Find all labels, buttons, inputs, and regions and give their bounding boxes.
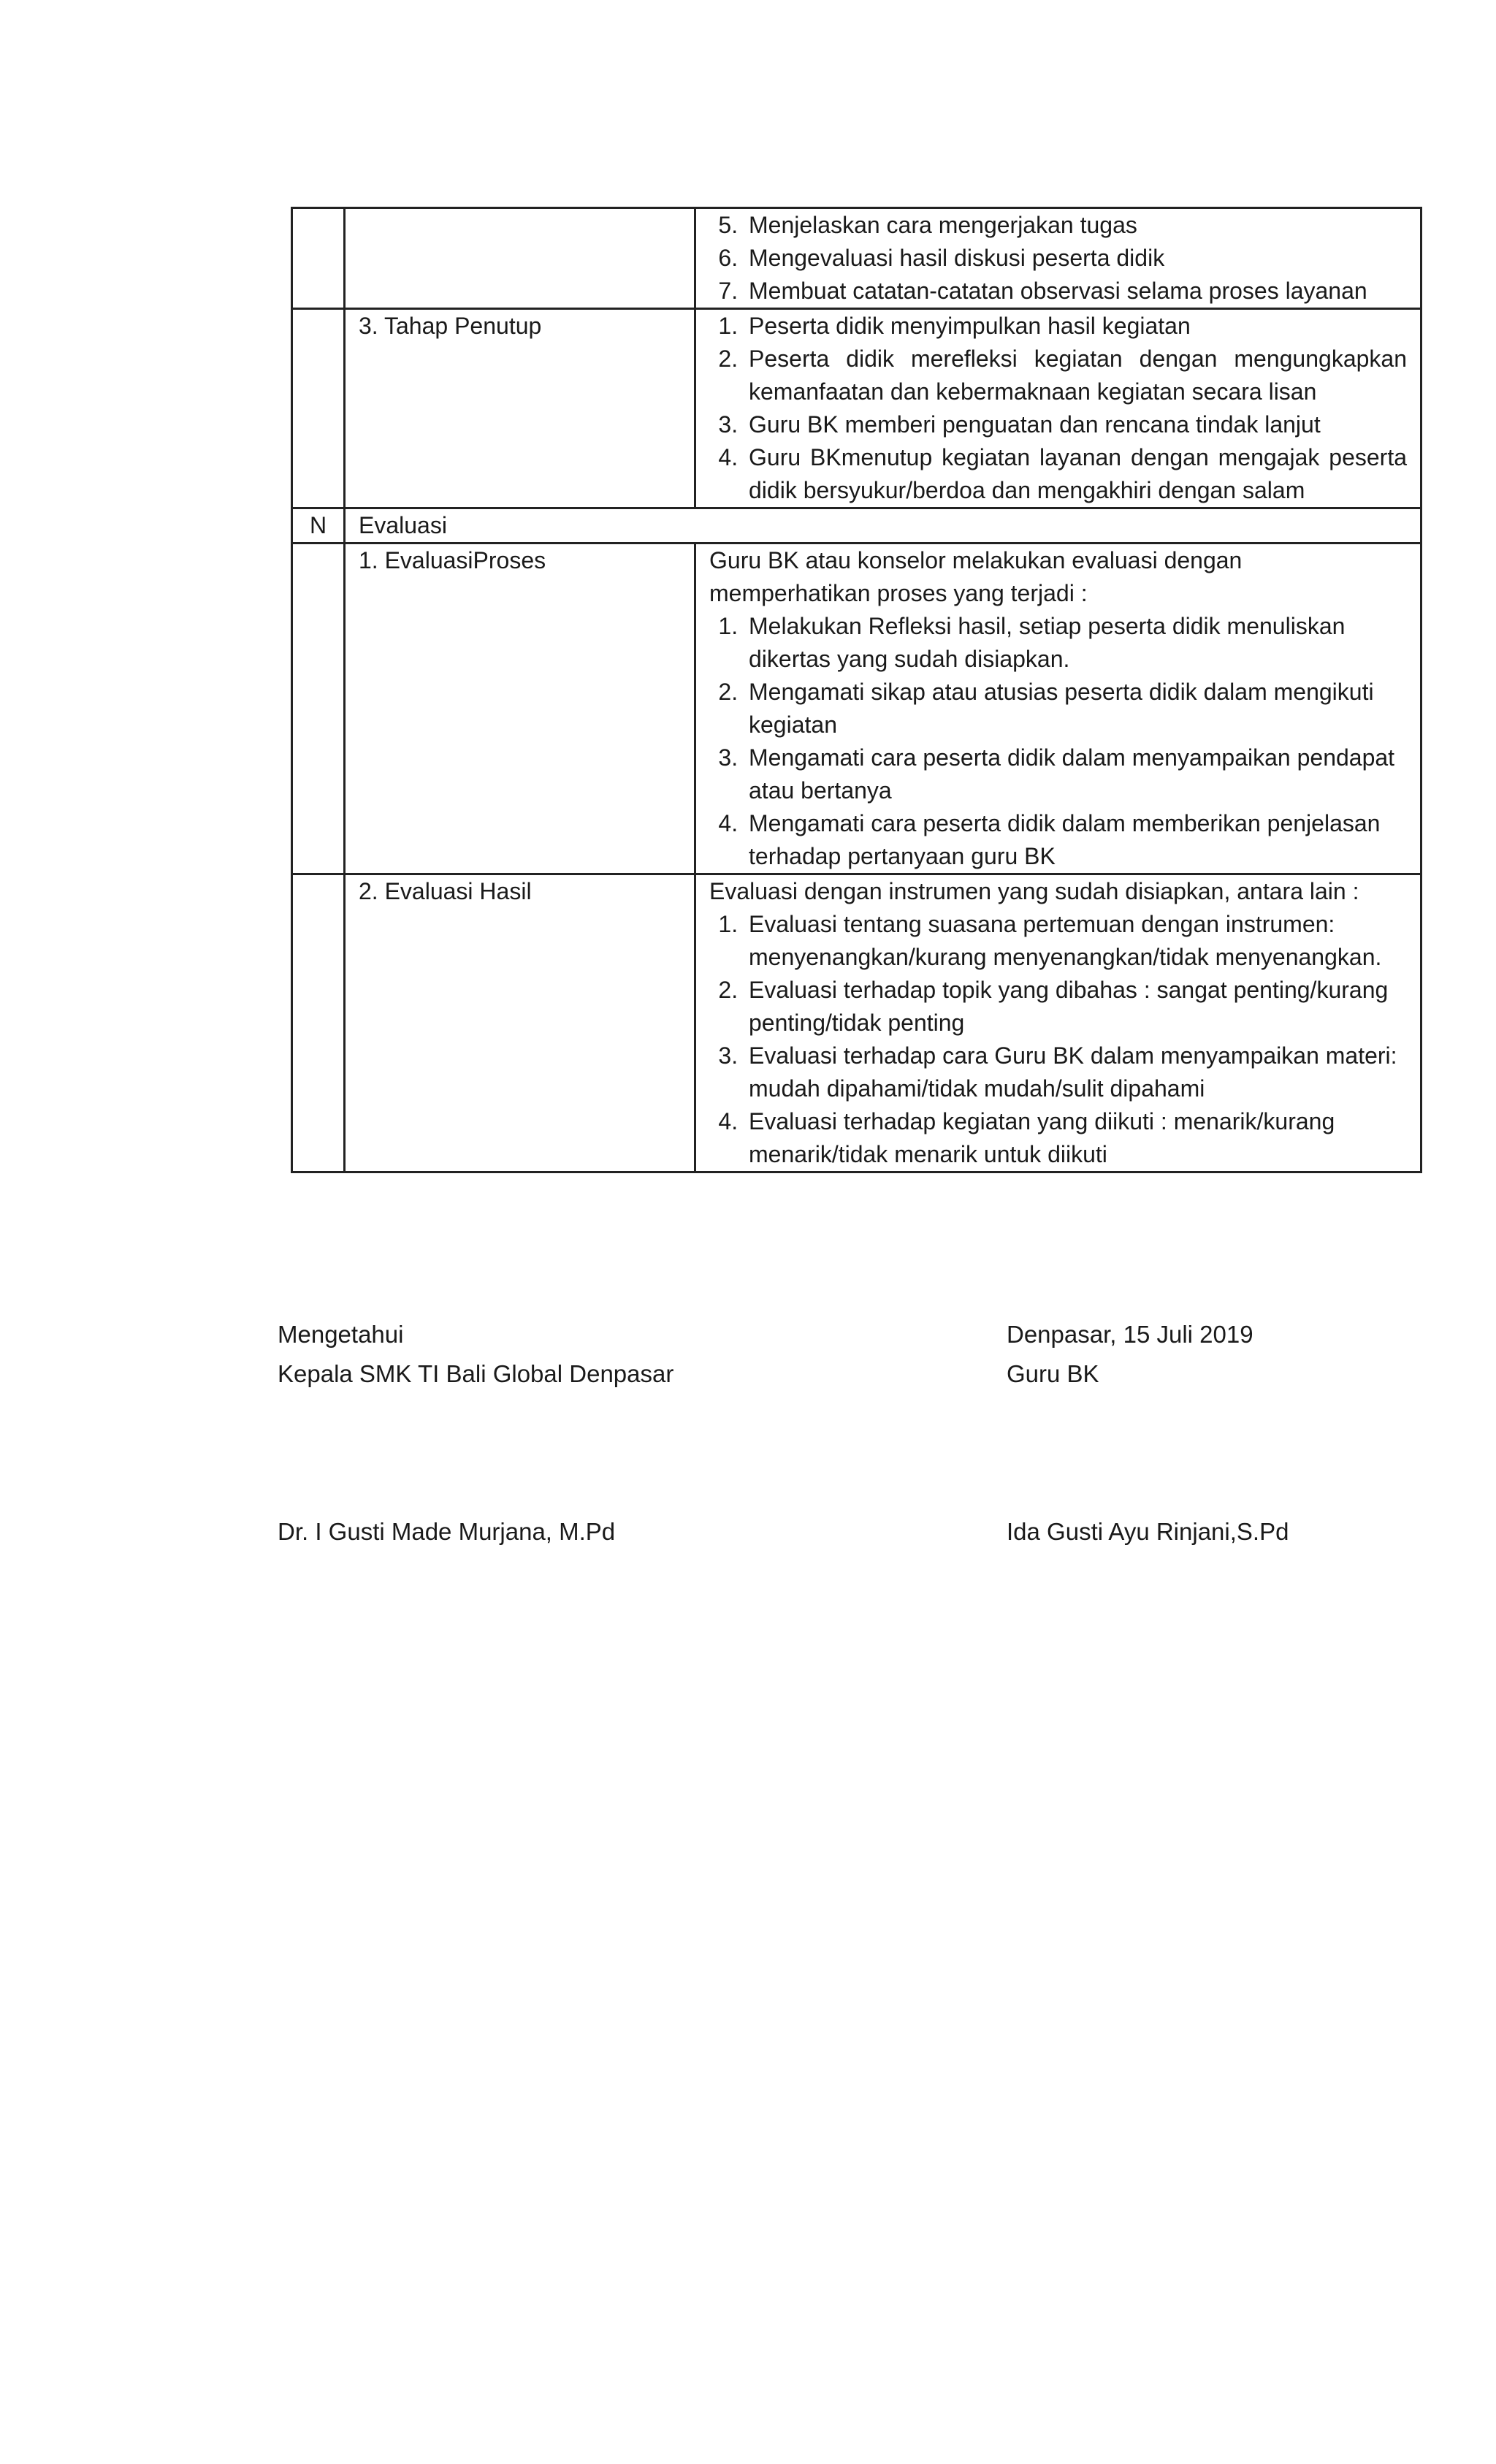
- list-item: 3. Evaluasi terhadap cara Guru BK dalam menyampaikan materi: mudah dipahami/tidak mudah/sulit dipahami: [744, 1040, 1407, 1105]
- list-item: 2. Evaluasi terhadap topik yang dibahas : sangat penting/kurang penting/tidak penting: [744, 974, 1407, 1040]
- principal-name: Dr. I Gusti Made Murjana, M.Pd: [278, 1518, 616, 1545]
- list-item: 3. Mengamati cara peserta didik dalam menyampaikan pendapat atau bertanya: [744, 741, 1407, 807]
- signature-right-name: [1007, 1512, 1289, 1552]
- teacher-title: Guru BK: [1007, 1360, 1099, 1387]
- stage-cell: [345, 208, 695, 309]
- continuation-steps-list: [709, 209, 1407, 308]
- place-date: Denpasar, 15 Juli 2019: [1007, 1321, 1253, 1348]
- row-number-cell: [292, 309, 345, 508]
- list-item: 1. Peserta didik menyimpulkan hasil kegiatan: [744, 310, 1407, 343]
- list-item: 2. Mengamati sikap atau atusias peserta didik dalam mengikuti kegiatan: [744, 676, 1407, 741]
- table-row-tahap-penutup: [292, 309, 1421, 508]
- list-item: 4. Guru BKmenutup kegiatan layanan dengan mengajak peserta didik bersyukur/berdoa dan mengakhiri dengan salam: [744, 441, 1407, 507]
- list-item: 5. Menjelaskan cara mengerjakan tugas: [744, 209, 1407, 242]
- signature-left: [278, 1315, 673, 1394]
- list-item: 1. Melakukan Refleksi hasil, setiap peserta didik menuliskan dikertas yang sudah disiapkan.: [744, 610, 1407, 676]
- table-row-evaluasi-proses: [292, 543, 1421, 874]
- table-row-evaluasi-hasil: [292, 874, 1421, 1172]
- list-item: 2. Peserta didik merefleksi kegiatan dengan mengungkapkan kemanfaatan dan kebermaknaan kegiatan secara lisan: [744, 343, 1407, 408]
- evaluation-intro: Evaluasi dengan instrumen yang sudah disiapkan, antara lain :: [709, 878, 1359, 904]
- proses-steps-list: [709, 610, 1407, 873]
- list-item: 7. Membuat catatan-catatan observasi selama proses layanan: [744, 275, 1407, 308]
- row-number-cell: [292, 543, 345, 874]
- list-item: 6. Mengevaluasi hasil diskusi peserta didik: [744, 242, 1407, 275]
- signature-left-name: [278, 1512, 615, 1552]
- stage-label: 2. Evaluasi Hasil: [345, 874, 695, 1172]
- row-number-cell: [292, 874, 345, 1172]
- table-row-section-evaluasi: [292, 508, 1421, 543]
- table-row-continuation: [292, 208, 1421, 309]
- list-item: 4. Mengamati cara peserta didik dalam memberikan penjelasan terhadap pertanyaan guru BK: [744, 807, 1407, 873]
- evaluation-intro: Guru BK atau konselor melakukan evaluasi dengan memperhatikan proses yang terjadi :: [709, 547, 1243, 606]
- teacher-name: Ida Gusti Ayu Rinjani,S.Pd: [1007, 1518, 1289, 1545]
- principal-title: Kepala SMK TI Bali Global Denpasar: [278, 1360, 674, 1387]
- list-item: 4. Evaluasi terhadap kegiatan yang diikuti : menarik/kurang menarik/tidak menarik untuk diikuti: [744, 1105, 1407, 1171]
- penutup-steps-list: [709, 310, 1407, 507]
- activity-cell: [695, 309, 1421, 508]
- acknowledged-label: Mengetahui: [278, 1321, 404, 1348]
- signature-right: [1007, 1315, 1253, 1394]
- list-item: 1. Evaluasi tentang suasana pertemuan dengan instrumen: menyenangkan/kurang menyenangkan/tidak menyenangkan.: [744, 908, 1407, 974]
- list-item: 3. Guru BK memberi penguatan dan rencana tindak lanjut: [744, 408, 1407, 441]
- activity-cell: [695, 543, 1421, 874]
- hasil-steps-list: [709, 908, 1407, 1171]
- row-number-cell: [292, 208, 345, 309]
- section-title: Evaluasi: [345, 508, 1421, 543]
- section-number: N: [292, 508, 345, 543]
- stage-label: 3. Tahap Penutup: [345, 309, 695, 508]
- activity-cell: [695, 874, 1421, 1172]
- activity-cell: [695, 208, 1421, 309]
- stage-label: 1. EvaluasiProses: [345, 543, 695, 874]
- rpl-table: [291, 207, 1422, 1173]
